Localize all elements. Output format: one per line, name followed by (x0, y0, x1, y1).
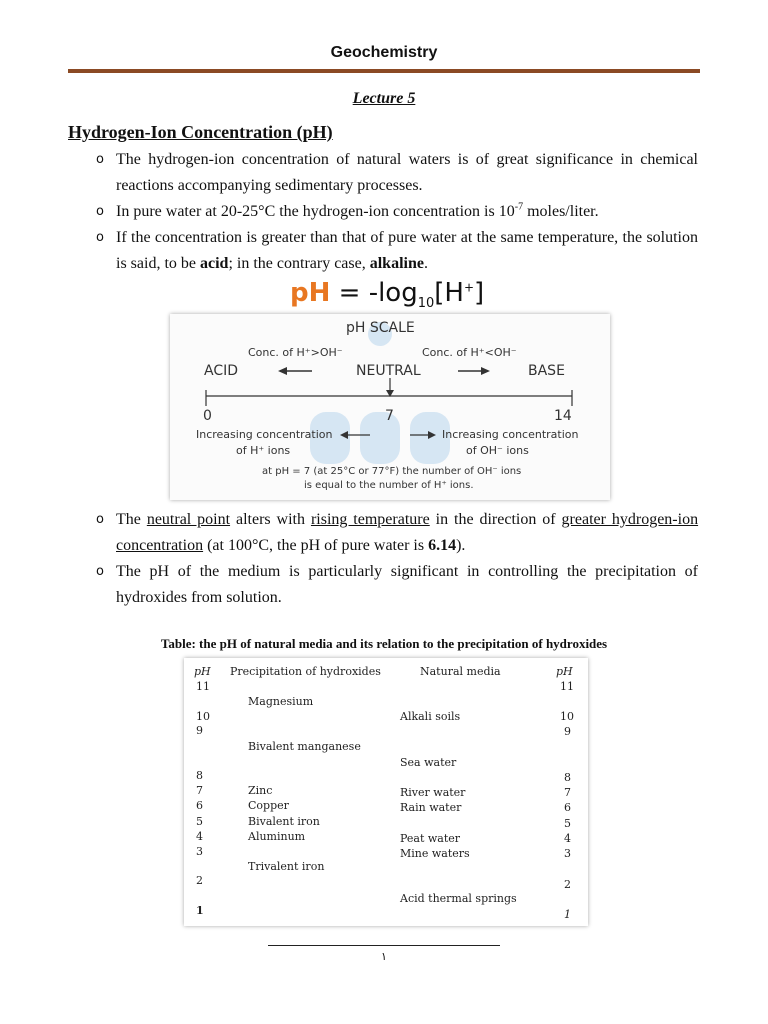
bullet-circle-icon: o (96, 230, 104, 245)
hydroxide-bivalent-manganese: Bivalent manganese (248, 740, 361, 753)
header-title: Geochemistry (330, 44, 438, 61)
hydroxide-trivalent-iron: Trivalent iron (248, 860, 325, 873)
media-rain-water: Rain water (400, 801, 462, 814)
neutral-label: NEUTRAL (356, 363, 421, 379)
left-ph-1: 1 (196, 904, 204, 917)
media-river-water: River water (400, 786, 466, 799)
hydroxide-magnesium: Magnesium (248, 695, 314, 708)
tick-label-7: 7 (385, 408, 394, 424)
right-ph-3: 3 (564, 847, 571, 860)
inc-right-line1: Increasing concentration (442, 428, 579, 441)
media-sea-water: Sea water (400, 756, 457, 769)
left-ph-3: 3 (196, 845, 203, 858)
tick-label-0: 0 (203, 408, 212, 424)
right-ph-10: 10 (560, 710, 574, 723)
note-line1: at pH = 7 (at 25°C or 77°F) the number of OH⁻ ions (262, 466, 522, 477)
watermark-logo (310, 322, 450, 464)
note-line2: is equal to the number of H⁺ ions. (304, 480, 474, 491)
left-ph-4: 4 (196, 830, 203, 843)
header-rule (68, 69, 700, 73)
hydroxide-bivalent-iron: Bivalent iron (248, 815, 320, 828)
header-ph-left: pH (194, 665, 211, 678)
bullet-list-bottom (96, 507, 698, 611)
hydroxide-zinc: Zinc (248, 784, 273, 797)
list-item: o The pH of the medium is particularly significant in controlling the precipitation of hydroxides from solution. (96, 559, 698, 611)
list-item: o The hydrogen-ion concentration of natural waters is of great significance in chemical reactions accompanying sedimentary processes. (96, 147, 698, 199)
right-ph-8: 8 (564, 771, 571, 784)
table-caption: Table: the pH of natural media and its relation to the precipitation of hydroxides (160, 636, 608, 651)
conc-right-label: Conc. of H⁺<OH⁻ (422, 346, 517, 359)
bullet-circle-icon: o (96, 204, 104, 219)
right-ph-5: 5 (564, 817, 571, 830)
hydroxide-aluminum: Aluminum (248, 830, 306, 843)
conc-left-label: Conc. of H⁺>OH⁻ (248, 346, 343, 359)
left-ph-11: 11 (196, 680, 210, 693)
left-ph-10: 10 (196, 710, 210, 723)
media-mine-waters: Mine waters (400, 847, 470, 860)
section-heading: Hydrogen-Ion Concentration (pH) (68, 122, 333, 142)
left-ph-6: 6 (196, 799, 203, 812)
header-precipitation: Precipitation of hydroxides (230, 665, 381, 678)
hydroxide-copper: Copper (248, 799, 289, 812)
list-item: o The neutral point alters with rising temperature in the direction of greater hydrogen-ion concentration (at 100°C, the pH of pure water is 6.14). (96, 507, 698, 559)
left-ph-7: 7 (196, 784, 203, 797)
left-ph-8: 8 (196, 769, 203, 782)
right-ph-2: 2 (564, 878, 571, 891)
arrowhead-right-icon (481, 367, 490, 375)
footer-rule (268, 945, 500, 946)
arrowhead-left-icon (278, 367, 287, 375)
bullet-list-top (96, 147, 698, 277)
list-item: o If the concentration is greater than that of pure water at the same temperature, the solution is said, to be acid; in the contrary case, alkaline. (96, 225, 698, 277)
header-media: Natural media (420, 665, 501, 678)
left-ph-9: 9 (196, 724, 203, 737)
lecture-title: Lecture 5 (352, 90, 416, 107)
ph-scale-figure (170, 314, 610, 500)
media-alkali-soils: Alkali soils (400, 710, 461, 723)
base-label: BASE (528, 363, 565, 379)
right-ph-1: 1 (564, 908, 571, 921)
bullet-circle-icon: o (96, 564, 104, 579)
ph-formula: pH = $-\log_{10}[H^+]$ (290, 278, 485, 312)
left-ph-5: 5 (196, 815, 203, 828)
media-peat-water: Peat water (400, 832, 461, 845)
tick-label-14: 14 (554, 408, 572, 424)
right-ph-11: 11 (560, 680, 574, 693)
page-number: ١ (381, 951, 387, 963)
header-ph-right: pH (556, 665, 573, 678)
ph-scale-title: pH SCALE (346, 320, 415, 336)
bullet-circle-icon: o (96, 152, 104, 167)
right-ph-4: 4 (564, 832, 571, 845)
inc-left-line2: of H⁺ ions (236, 444, 291, 457)
inc-right-line2: of OH⁻ ions (466, 444, 529, 457)
acid-label: ACID (204, 363, 239, 379)
right-ph-6: 6 (564, 801, 571, 814)
right-ph-7: 7 (564, 786, 571, 799)
list-item: o In pure water at 20-25°C the hydrogen-ion concentration is $10^{-7}$ moles/liter. (96, 199, 698, 225)
inc-left-line1: Increasing concentration (196, 428, 333, 441)
left-ph-2: 2 (196, 874, 203, 887)
media-acid-thermal-springs: Acid thermal springs (400, 892, 517, 905)
bullet-circle-icon: o (96, 512, 104, 527)
ph-table-figure (184, 658, 588, 926)
right-ph-9: 9 (564, 725, 571, 738)
